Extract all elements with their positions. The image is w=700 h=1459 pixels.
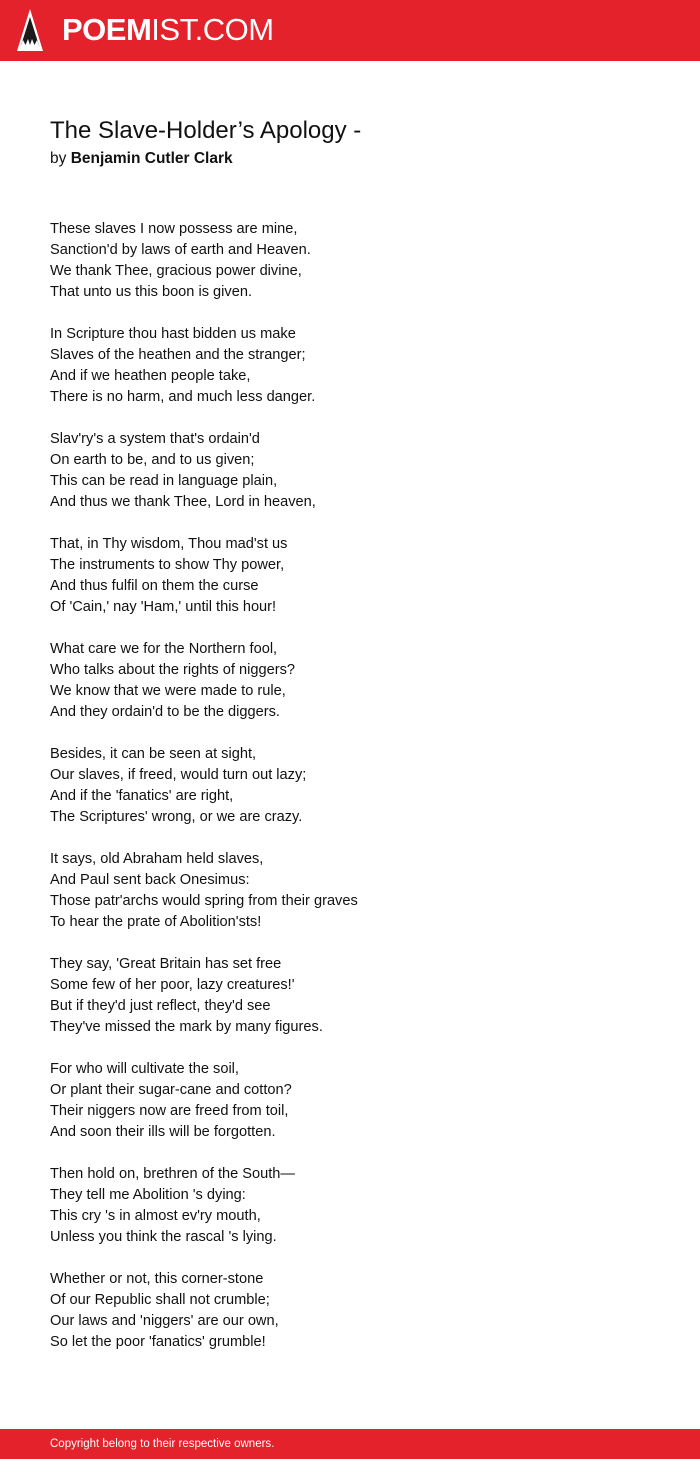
poem-line: There is no harm, and much less danger. (50, 389, 316, 405)
poem-line: And Paul sent back Onesimus: (50, 872, 250, 888)
poem-line: Slaves of the heathen and the stranger; (50, 347, 306, 363)
poem-line: This can be read in language plain, (50, 473, 278, 489)
poem-line: On earth to be, and to us given; (50, 452, 255, 468)
poem-line: Or plant their sugar-cane and cotton? (50, 1082, 292, 1098)
poem-line: Who talks about the rights of niggers? (50, 662, 295, 678)
poem-stanza (50, 744, 650, 828)
pencil-tip-icon (17, 9, 43, 51)
copyright-notice: Copyright belong to their respective owners. (50, 1438, 275, 1450)
poem-line: Then hold on, brethren of the South— (50, 1166, 296, 1182)
poem-line: In Scripture thou hast bidden us make (50, 326, 296, 342)
poem-body (50, 219, 650, 1374)
poem-line: To hear the prate of Abolition'sts! (50, 914, 262, 930)
poem-line: Besides, it can be seen at sight, (50, 746, 257, 762)
poem-line: And soon their ills will be forgotten. (50, 1124, 276, 1140)
poem-line: Their niggers now are freed from toil, (50, 1103, 289, 1119)
poem-stanza (50, 1164, 650, 1248)
poem-line: What care we for the Northern fool, (50, 641, 278, 657)
site-footer (0, 1429, 700, 1459)
poem-line: Our slaves, if freed, would turn out lazy; (50, 767, 307, 783)
poem-title: The Slave-Holder’s Apology - (50, 117, 362, 144)
poem-author: Benjamin Cutler Clark (70, 150, 233, 167)
poem-stanza (50, 1269, 650, 1353)
poem-line: And thus fulfil on them the curse (50, 578, 259, 594)
poem-line: So let the poor 'fanatics' grumble! (50, 1334, 266, 1350)
logo-light-text: IST.COM (151, 12, 274, 47)
poem-line: But if they'd just reflect, they'd see (50, 998, 271, 1014)
poem-line: Of 'Cain,' nay 'Ham,' until this hour! (50, 599, 277, 615)
poem-line: This cry 's in almost ev'ry mouth, (50, 1208, 261, 1224)
site-header (0, 0, 700, 61)
site-logo-link[interactable] (62, 11, 274, 49)
poem-line: And if we heathen people take, (50, 368, 251, 384)
poem-line: It says, old Abraham held slaves, (50, 851, 264, 867)
poem-line: They tell me Abolition 's dying: (50, 1187, 246, 1203)
poem-line: Of our Republic shall not crumble; (50, 1292, 270, 1308)
poem-line: Whether or not, this corner-stone (50, 1271, 264, 1287)
poem-line: And thus we thank Thee, Lord in heaven, (50, 494, 316, 510)
poem-byline (50, 148, 233, 170)
poem-line: For who will cultivate the soil, (50, 1061, 239, 1077)
poem-line: And if the 'fanatics' are right, (50, 788, 234, 804)
poem-line: Those patr'archs would spring from their graves (50, 893, 358, 909)
poem-line: Some few of her poor, lazy creatures!' (50, 977, 295, 993)
poem-stanza (50, 639, 650, 723)
poem-line: That unto us this boon is given. (50, 284, 253, 300)
poem-stanza (50, 849, 650, 933)
poem-stanza (50, 954, 650, 1038)
poem-line: They say, 'Great Britain has set free (50, 956, 282, 972)
byline-prefix: by (50, 150, 67, 167)
poem-line: We thank Thee, gracious power divine, (50, 263, 302, 279)
poem-line: And they ordain'd to be the diggers. (50, 704, 280, 720)
poem-line: Unless you think the rascal 's lying. (50, 1229, 277, 1245)
poem-line: We know that we were made to rule, (50, 683, 286, 699)
poem-line: They've missed the mark by many figures. (50, 1019, 323, 1035)
poem-stanza (50, 534, 650, 618)
poem-stanza (50, 219, 650, 303)
poem-line: These slaves I now possess are mine, (50, 221, 298, 237)
poem-line: That, in Thy wisdom, Thou mad'st us (50, 536, 288, 552)
poem-stanza (50, 1059, 650, 1143)
poem-line: The Scriptures' wrong, or we are crazy. (50, 809, 303, 825)
poem-stanza (50, 429, 650, 513)
poem-stanza (50, 324, 650, 408)
poem-line: Sanction'd by laws of earth and Heaven. (50, 242, 311, 258)
logo-bold-text: POEM (62, 12, 152, 47)
poem-line: The instruments to show Thy power, (50, 557, 285, 573)
poem-line: Slav'ry's a system that's ordain'd (50, 431, 260, 447)
poem-line: Our laws and 'niggers' are our own, (50, 1313, 279, 1329)
